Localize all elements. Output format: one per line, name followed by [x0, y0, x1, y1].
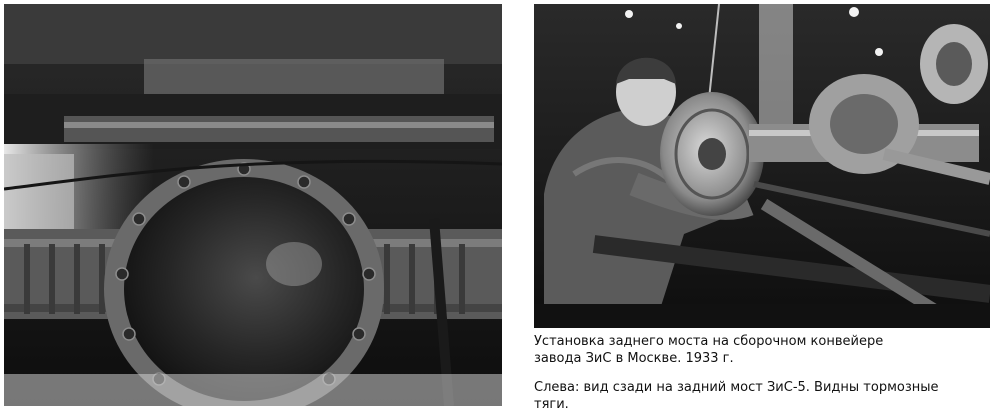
caption-main [534, 333, 996, 367]
caption-main-line-1: Установка заднего моста на сборочном конвейере [534, 334, 884, 349]
conveyor-illustration [534, 4, 990, 328]
caption-left-line-2: тяги. [534, 397, 569, 412]
rear-axle-illustration [4, 4, 502, 406]
caption-main-line-2: завода ЗиС в Москве. 1933 г. [534, 351, 734, 366]
caption-left-line-1: Слева: вид сзади на задний мост ЗиС-5. Видны тормозные [534, 380, 939, 395]
conveyor-assembly-photo [534, 4, 990, 328]
caption-left-photo [534, 379, 996, 413]
rear-axle-photo [4, 4, 502, 406]
